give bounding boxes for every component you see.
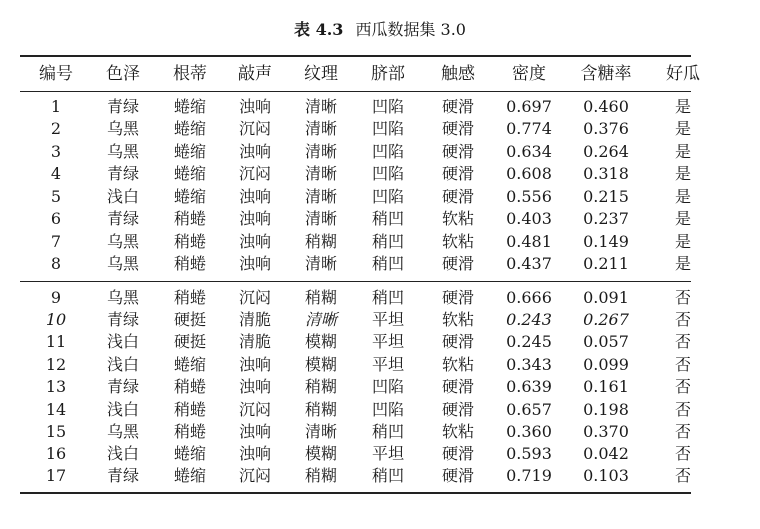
cell-sugar: 0.318 — [583, 164, 629, 183]
cell-navel: 凹陷 — [371, 187, 405, 206]
cell-sugar: 0.091 — [583, 288, 629, 307]
table-row — [20, 163, 691, 185]
table-row — [20, 376, 691, 398]
cell-root: 硬挺 — [173, 310, 207, 329]
cell-id: 2 — [50, 119, 62, 138]
cell-id: 8 — [50, 254, 62, 273]
table-caption — [0, 19, 760, 41]
cell-texture: 稍糊 — [304, 377, 338, 396]
cell-color: 浅白 — [106, 187, 140, 206]
cell-density: 0.243 — [506, 310, 552, 329]
cell-navel: 凹陷 — [371, 119, 405, 138]
cell-sound: 沉闷 — [238, 466, 272, 485]
header-cell-sound: 敲声 — [238, 64, 272, 84]
header-cell-texture: 纹理 — [304, 64, 338, 84]
table-row — [20, 208, 691, 230]
cell-good: 否 — [674, 288, 692, 307]
cell-sugar: 0.103 — [583, 466, 629, 485]
cell-navel: 稍凹 — [371, 422, 405, 441]
table-row — [20, 354, 691, 376]
cell-sound: 沉闷 — [238, 288, 272, 307]
cell-good: 否 — [674, 466, 692, 485]
cell-density: 0.666 — [506, 288, 552, 307]
table-row — [20, 253, 691, 275]
cell-sound: 浊响 — [238, 355, 272, 374]
table-row — [20, 186, 691, 208]
cell-good: 是 — [674, 97, 692, 116]
cell-root: 蜷缩 — [173, 355, 207, 374]
header-cell-root: 根蒂 — [173, 64, 207, 84]
cell-density: 0.657 — [506, 400, 552, 419]
cell-root: 蜷缩 — [173, 444, 207, 463]
cell-good: 是 — [674, 232, 692, 251]
cell-sound: 沉闷 — [238, 164, 272, 183]
cell-good: 是 — [674, 119, 692, 138]
cell-sound: 沉闷 — [238, 119, 272, 138]
cell-color: 乌黑 — [106, 422, 140, 441]
cell-density: 0.360 — [506, 422, 552, 441]
cell-density: 0.634 — [506, 142, 552, 161]
cell-sound: 浊响 — [238, 444, 272, 463]
cell-sound: 浊响 — [238, 187, 272, 206]
cell-good: 否 — [674, 400, 692, 419]
cell-touch: 硬滑 — [441, 164, 475, 183]
cell-id: 14 — [45, 400, 67, 419]
cell-good: 是 — [674, 164, 692, 183]
header-cell-id: 编号 — [39, 64, 73, 84]
cell-sugar: 0.057 — [583, 332, 629, 351]
cell-density: 0.343 — [506, 355, 552, 374]
cell-color: 浅白 — [106, 444, 140, 463]
cell-navel: 平坦 — [371, 355, 405, 374]
cell-navel: 凹陷 — [371, 97, 405, 116]
cell-color: 浅白 — [106, 400, 140, 419]
cell-sound: 浊响 — [238, 422, 272, 441]
cell-touch: 硬滑 — [441, 466, 475, 485]
cell-texture: 稍糊 — [304, 400, 338, 419]
cell-navel: 稍凹 — [371, 466, 405, 485]
cell-navel: 凹陷 — [371, 377, 405, 396]
header-cell-density: 密度 — [512, 64, 546, 84]
cell-texture: 清晰 — [304, 209, 338, 228]
cell-good: 是 — [674, 209, 692, 228]
cell-sugar: 0.215 — [583, 187, 629, 206]
cell-texture: 清晰 — [304, 164, 338, 183]
table-group-rule — [20, 281, 691, 282]
table-row — [20, 231, 691, 253]
header-cell-good: 好瓜 — [666, 64, 700, 84]
cell-density: 0.481 — [506, 232, 552, 251]
cell-sugar: 0.211 — [583, 254, 629, 273]
cell-sound: 浊响 — [238, 142, 272, 161]
cell-root: 稍蜷 — [173, 254, 207, 273]
header-cell-sugar: 含糖率 — [580, 64, 632, 84]
cell-navel: 凹陷 — [371, 164, 405, 183]
cell-density: 0.608 — [506, 164, 552, 183]
cell-sound: 浊响 — [238, 377, 272, 396]
cell-density: 0.245 — [506, 332, 552, 351]
cell-texture: 模糊 — [304, 444, 338, 463]
cell-root: 蜷缩 — [173, 164, 207, 183]
cell-touch: 硬滑 — [441, 187, 475, 206]
cell-good: 否 — [674, 332, 692, 351]
cell-id: 6 — [50, 209, 62, 228]
cell-navel: 稍凹 — [371, 209, 405, 228]
cell-id: 7 — [50, 232, 62, 251]
cell-sugar: 0.149 — [583, 232, 629, 251]
cell-density: 0.639 — [506, 377, 552, 396]
cell-navel: 平坦 — [371, 444, 405, 463]
cell-sound: 浊响 — [238, 232, 272, 251]
cell-good: 否 — [674, 444, 692, 463]
cell-color: 乌黑 — [106, 232, 140, 251]
table-caption-label: 表 4.3 — [294, 20, 344, 39]
cell-id: 9 — [50, 288, 62, 307]
table-top-rule — [20, 55, 691, 57]
cell-touch: 硬滑 — [441, 97, 475, 116]
cell-id: 10 — [45, 310, 67, 329]
cell-navel: 平坦 — [371, 332, 405, 351]
cell-touch: 软粘 — [441, 310, 475, 329]
cell-touch: 硬滑 — [441, 119, 475, 138]
cell-density: 0.697 — [506, 97, 552, 116]
cell-sugar: 0.161 — [583, 377, 629, 396]
cell-good: 否 — [674, 422, 692, 441]
cell-sugar: 0.042 — [583, 444, 629, 463]
header-cell-touch: 触感 — [441, 64, 475, 84]
cell-id: 3 — [50, 142, 62, 161]
cell-root: 硬挺 — [173, 332, 207, 351]
table-caption-title: 西瓜数据集 3.0 — [355, 20, 466, 39]
cell-texture: 模糊 — [304, 355, 338, 374]
table-row — [20, 96, 691, 118]
cell-root: 蜷缩 — [173, 187, 207, 206]
cell-root: 蜷缩 — [173, 97, 207, 116]
cell-touch: 硬滑 — [441, 254, 475, 273]
cell-touch: 硬滑 — [441, 332, 475, 351]
cell-density: 0.556 — [506, 187, 552, 206]
cell-touch: 硬滑 — [441, 288, 475, 307]
cell-navel: 稍凹 — [371, 288, 405, 307]
cell-root: 稍蜷 — [173, 288, 207, 307]
cell-density: 0.774 — [506, 119, 552, 138]
cell-touch: 硬滑 — [441, 142, 475, 161]
header-cell-color: 色泽 — [106, 64, 140, 84]
cell-sugar: 0.376 — [583, 119, 629, 138]
cell-sugar: 0.264 — [583, 142, 629, 161]
cell-touch: 硬滑 — [441, 377, 475, 396]
cell-color: 乌黑 — [106, 254, 140, 273]
cell-id: 15 — [45, 422, 67, 441]
table-row — [20, 287, 691, 309]
cell-touch: 软粘 — [441, 422, 475, 441]
cell-good: 是 — [674, 142, 692, 161]
cell-color: 青绿 — [106, 310, 140, 329]
cell-sound: 浊响 — [238, 209, 272, 228]
table-row — [20, 141, 691, 163]
cell-color: 浅白 — [106, 355, 140, 374]
cell-id: 16 — [45, 444, 67, 463]
table-row — [20, 399, 691, 421]
table-row — [20, 443, 691, 465]
cell-density: 0.593 — [506, 444, 552, 463]
header-cell-navel: 脐部 — [371, 64, 405, 84]
cell-sugar: 0.460 — [583, 97, 629, 116]
cell-color: 青绿 — [106, 97, 140, 116]
cell-texture: 清晰 — [304, 422, 338, 441]
cell-sound: 沉闷 — [238, 400, 272, 419]
cell-color: 乌黑 — [106, 142, 140, 161]
cell-good: 否 — [674, 310, 692, 329]
cell-sugar: 0.099 — [583, 355, 629, 374]
cell-id: 11 — [45, 332, 67, 351]
cell-texture: 清晰 — [304, 254, 338, 273]
table-row — [20, 309, 691, 331]
cell-color: 乌黑 — [106, 288, 140, 307]
cell-touch: 硬滑 — [441, 400, 475, 419]
cell-id: 5 — [50, 187, 62, 206]
cell-density: 0.403 — [506, 209, 552, 228]
cell-navel: 稍凹 — [371, 232, 405, 251]
cell-color: 浅白 — [106, 332, 140, 351]
cell-color: 青绿 — [106, 209, 140, 228]
cell-color: 青绿 — [106, 466, 140, 485]
cell-root: 稍蜷 — [173, 232, 207, 251]
cell-root: 蜷缩 — [173, 466, 207, 485]
cell-touch: 软粘 — [441, 232, 475, 251]
cell-navel: 平坦 — [371, 310, 405, 329]
cell-root: 蜷缩 — [173, 119, 207, 138]
table-bottom-rule — [20, 492, 691, 494]
cell-id: 1 — [50, 97, 62, 116]
cell-id: 17 — [45, 466, 67, 485]
cell-color: 青绿 — [106, 164, 140, 183]
cell-root: 稍蜷 — [173, 377, 207, 396]
table-row — [20, 118, 691, 140]
cell-sound: 清脆 — [238, 332, 272, 351]
cell-good: 是 — [674, 187, 692, 206]
cell-id: 4 — [50, 164, 62, 183]
cell-sugar: 0.237 — [583, 209, 629, 228]
cell-id: 13 — [45, 377, 67, 396]
cell-sugar: 0.267 — [583, 310, 629, 329]
cell-navel: 凹陷 — [371, 400, 405, 419]
cell-root: 稍蜷 — [173, 400, 207, 419]
cell-navel: 稍凹 — [371, 254, 405, 273]
cell-texture: 稍糊 — [304, 232, 338, 251]
cell-density: 0.719 — [506, 466, 552, 485]
cell-texture: 清晰 — [304, 310, 338, 329]
table-row — [20, 465, 691, 487]
cell-good: 否 — [674, 377, 692, 396]
cell-root: 稍蜷 — [173, 209, 207, 228]
cell-texture: 稍糊 — [304, 288, 338, 307]
cell-touch: 硬滑 — [441, 444, 475, 463]
cell-color: 乌黑 — [106, 119, 140, 138]
cell-touch: 软粘 — [441, 355, 475, 374]
cell-texture: 清晰 — [304, 142, 338, 161]
table-header-rule — [20, 91, 691, 92]
cell-color: 青绿 — [106, 377, 140, 396]
cell-texture: 清晰 — [304, 97, 338, 116]
cell-good: 是 — [674, 254, 692, 273]
cell-root: 蜷缩 — [173, 142, 207, 161]
cell-texture: 模糊 — [304, 332, 338, 351]
cell-sugar: 0.198 — [583, 400, 629, 419]
cell-id: 12 — [45, 355, 67, 374]
cell-texture: 清晰 — [304, 119, 338, 138]
cell-navel: 凹陷 — [371, 142, 405, 161]
cell-density: 0.437 — [506, 254, 552, 273]
cell-sound: 浊响 — [238, 254, 272, 273]
cell-sound: 浊响 — [238, 97, 272, 116]
cell-sugar: 0.370 — [583, 422, 629, 441]
cell-sound: 清脆 — [238, 310, 272, 329]
cell-touch: 软粘 — [441, 209, 475, 228]
cell-good: 否 — [674, 355, 692, 374]
table-header-row — [20, 63, 700, 85]
cell-root: 稍蜷 — [173, 422, 207, 441]
table-row — [20, 331, 691, 353]
cell-texture: 稍糊 — [304, 466, 338, 485]
table-row — [20, 421, 691, 443]
cell-texture: 清晰 — [304, 187, 338, 206]
